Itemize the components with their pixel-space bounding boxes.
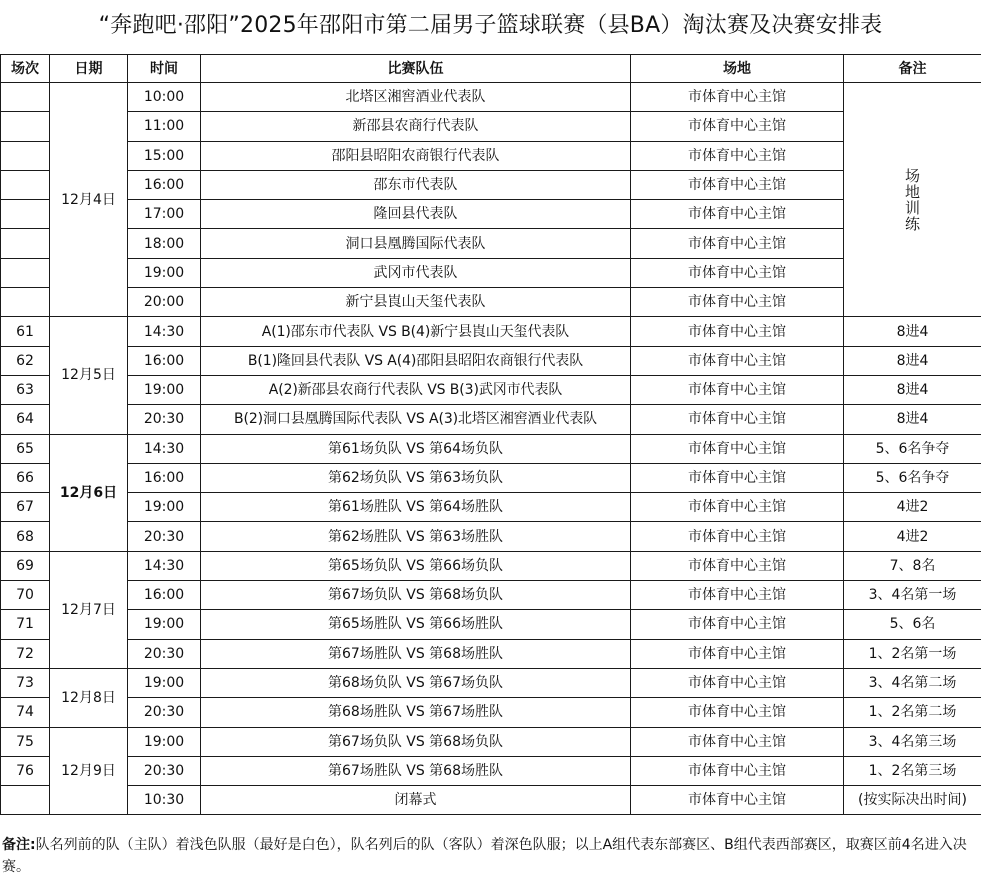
footnote-text: 队名列前的队（主队）着浅色队服（最好是白色），队名列后的队（客队）着深色队服；以上A组代表东部赛区、B组代表西部赛区，取赛区前4名进入决赛。: [2, 837, 967, 875]
venue-cell: 市体育中心主馆: [631, 258, 844, 287]
teams-cell: 第65场胜队 VS 第66场胜队: [201, 610, 631, 639]
time-cell: 20:30: [128, 698, 201, 727]
time-cell: 19:00: [128, 375, 201, 404]
note-cell: 1、2名第一场: [844, 639, 981, 668]
teams-cell: 第62场负队 VS 第63场负队: [201, 463, 631, 492]
page-title: “奔跑吧·邵阳”2025年邵阳市第二届男子篮球联赛（县BA）淘汰赛及决赛安排表: [98, 13, 883, 38]
time-cell: 14:30: [128, 434, 201, 463]
time-cell: 19:00: [128, 727, 201, 756]
header-row: [1, 55, 981, 83]
match-no-cell: 64: [1, 405, 50, 434]
teams-cell: 第61场负队 VS 第64场负队: [201, 434, 631, 463]
table-row: [1, 405, 981, 434]
match-no-cell: [1, 170, 50, 199]
note-cell: 3、4名第一场: [844, 581, 981, 610]
table-row: [1, 610, 981, 639]
note-cell: 8进4: [844, 317, 981, 346]
header-note: 备注: [844, 55, 981, 83]
note-cell: 1、2名第二场: [844, 698, 981, 727]
note-cell: 5、6名争夺: [844, 434, 981, 463]
teams-cell: 武冈市代表队: [201, 258, 631, 287]
time-cell: 20:30: [128, 522, 201, 551]
teams-cell: 隆回县代表队: [201, 200, 631, 229]
venue-cell: 市体育中心主馆: [631, 463, 844, 492]
venue-cell: 市体育中心主馆: [631, 434, 844, 463]
note-char: 训: [904, 198, 920, 217]
venue-cell: 市体育中心主馆: [631, 581, 844, 610]
venue-cell: 市体育中心主馆: [631, 756, 844, 785]
venue-cell: 市体育中心主馆: [631, 200, 844, 229]
teams-cell: 新邵县农商行代表队: [201, 112, 631, 141]
venue-cell: 市体育中心主馆: [631, 112, 844, 141]
teams-cell: 第67场负队 VS 第68场负队: [201, 581, 631, 610]
date-cell: 12月6日: [50, 434, 128, 551]
teams-cell: 第62场胜队 VS 第63场胜队: [201, 522, 631, 551]
table-row: [1, 698, 981, 727]
note-cell: 5、6名争夺: [844, 463, 981, 492]
venue-cell: 市体育中心主馆: [631, 668, 844, 697]
table-row: [1, 522, 981, 551]
date-cell: 12月4日: [50, 83, 128, 317]
venue-cell: 市体育中心主馆: [631, 141, 844, 170]
teams-cell: 第68场胜队 VS 第67场胜队: [201, 698, 631, 727]
table-row: [1, 229, 981, 258]
date-cell: 12月8日: [50, 668, 128, 727]
venue-cell: 市体育中心主馆: [631, 346, 844, 375]
match-no-cell: 73: [1, 668, 50, 697]
schedule-table: [0, 54, 981, 815]
venue-cell: 市体育中心主馆: [631, 639, 844, 668]
match-no-cell: 65: [1, 434, 50, 463]
venue-cell: 市体育中心主馆: [631, 610, 844, 639]
match-no-cell: 75: [1, 727, 50, 756]
footnote: [2, 834, 978, 878]
note-cell: 1、2名第三场: [844, 756, 981, 785]
note-cell: 8进4: [844, 405, 981, 434]
teams-cell: 第65场负队 VS 第66场负队: [201, 551, 631, 580]
training-note-cell: [844, 83, 981, 317]
header-date: 日期: [50, 55, 128, 83]
time-cell: 16:00: [128, 346, 201, 375]
date-cell: 12月7日: [50, 551, 128, 668]
table-row: [1, 581, 981, 610]
teams-cell: 邵阳县昭阳农商银行代表队: [201, 141, 631, 170]
note-cell: 4进2: [844, 522, 981, 551]
time-cell: 17:00: [128, 200, 201, 229]
match-no-cell: 72: [1, 639, 50, 668]
table-row: [1, 434, 981, 463]
match-no-cell: 69: [1, 551, 50, 580]
match-no-cell: [1, 258, 50, 287]
teams-cell: B(1)隆回县代表队 VS A(4)邵阳县昭阳农商银行代表队: [201, 346, 631, 375]
match-no-cell: 74: [1, 698, 50, 727]
match-no-cell: 71: [1, 610, 50, 639]
table-row: [1, 83, 981, 112]
time-cell: 11:00: [128, 112, 201, 141]
venue-cell: 市体育中心主馆: [631, 229, 844, 258]
match-no-cell: [1, 141, 50, 170]
table-row: [1, 200, 981, 229]
match-no-cell: [1, 83, 50, 112]
match-no-cell: [1, 786, 50, 815]
match-no-cell: [1, 229, 50, 258]
time-cell: 16:00: [128, 581, 201, 610]
time-cell: 19:00: [128, 493, 201, 522]
table-row: [1, 668, 981, 697]
match-no-cell: 76: [1, 756, 50, 785]
match-no-cell: 62: [1, 346, 50, 375]
table-row: [1, 258, 981, 287]
time-cell: 19:00: [128, 610, 201, 639]
match-no-cell: 66: [1, 463, 50, 492]
note-cell: 3、4名第二场: [844, 668, 981, 697]
teams-cell: 新宁县崀山天玺代表队: [201, 288, 631, 317]
teams-cell: A(1)邵东市代表队 VS B(4)新宁县崀山天玺代表队: [201, 317, 631, 346]
teams-cell: 第67场胜队 VS 第68场胜队: [201, 639, 631, 668]
time-cell: 18:00: [128, 229, 201, 258]
note-char: 场: [904, 166, 920, 185]
teams-cell: 第67场胜队 VS 第68场胜队: [201, 756, 631, 785]
table-row: [1, 493, 981, 522]
match-no-cell: 70: [1, 581, 50, 610]
teams-cell: 第67场负队 VS 第68场负队: [201, 727, 631, 756]
time-cell: 14:30: [128, 317, 201, 346]
table-row: [1, 346, 981, 375]
table-row: [1, 786, 981, 815]
match-no-cell: 61: [1, 317, 50, 346]
venue-cell: 市体育中心主馆: [631, 522, 844, 551]
time-cell: 16:00: [128, 463, 201, 492]
venue-cell: 市体育中心主馆: [631, 83, 844, 112]
time-cell: 16:00: [128, 170, 201, 199]
header-teams: 比赛队伍: [201, 55, 631, 83]
venue-cell: 市体育中心主馆: [631, 317, 844, 346]
venue-cell: 市体育中心主馆: [631, 698, 844, 727]
table-row: [1, 375, 981, 404]
footnote-label: 备注:: [2, 837, 36, 853]
time-cell: 19:00: [128, 258, 201, 287]
match-no-cell: [1, 288, 50, 317]
teams-cell: 洞口县凰腾国际代表队: [201, 229, 631, 258]
time-cell: 14:30: [128, 551, 201, 580]
time-cell: 10:30: [128, 786, 201, 815]
time-cell: 20:30: [128, 756, 201, 785]
match-no-cell: [1, 200, 50, 229]
teams-cell: B(2)洞口县凰腾国际代表队 VS A(3)北塔区湘窖酒业代表队: [201, 405, 631, 434]
venue-cell: 市体育中心主馆: [631, 786, 844, 815]
match-no-cell: 63: [1, 375, 50, 404]
note-char: 练: [904, 214, 920, 233]
table-row: [1, 551, 981, 580]
table-row: [1, 112, 981, 141]
date-cell: 12月5日: [50, 317, 128, 434]
header-time: 时间: [128, 55, 201, 83]
time-cell: 19:00: [128, 668, 201, 697]
time-cell: 15:00: [128, 141, 201, 170]
teams-cell: 第61场胜队 VS 第64场胜队: [201, 493, 631, 522]
note-cell: 5、6名: [844, 610, 981, 639]
venue-cell: 市体育中心主馆: [631, 493, 844, 522]
teams-cell: A(2)新邵县农商行代表队 VS B(3)武冈市代表队: [201, 375, 631, 404]
time-cell: 20:30: [128, 405, 201, 434]
table-row: [1, 463, 981, 492]
note-cell: 7、8名: [844, 551, 981, 580]
table-row: [1, 756, 981, 785]
venue-cell: 市体育中心主馆: [631, 170, 844, 199]
teams-cell: 邵东市代表队: [201, 170, 631, 199]
note-char: 地: [904, 182, 920, 201]
venue-cell: 市体育中心主馆: [631, 375, 844, 404]
time-cell: 20:00: [128, 288, 201, 317]
header-venue: 场地: [631, 55, 844, 83]
time-cell: 20:30: [128, 639, 201, 668]
venue-cell: 市体育中心主馆: [631, 405, 844, 434]
table-row: [1, 639, 981, 668]
time-cell: 10:00: [128, 83, 201, 112]
table-row: [1, 288, 981, 317]
match-no-cell: 67: [1, 493, 50, 522]
table-row: [1, 727, 981, 756]
venue-cell: 市体育中心主馆: [631, 727, 844, 756]
teams-cell: 第68场负队 VS 第67场负队: [201, 668, 631, 697]
note-cell: 3、4名第三场: [844, 727, 981, 756]
teams-cell: 闭幕式: [201, 786, 631, 815]
match-no-cell: 68: [1, 522, 50, 551]
table-row: [1, 141, 981, 170]
table-row: [1, 170, 981, 199]
note-cell: 8进4: [844, 346, 981, 375]
note-cell: (按实际决出时间): [844, 786, 981, 815]
note-cell: 4进2: [844, 493, 981, 522]
teams-cell: 北塔区湘窖酒业代表队: [201, 83, 631, 112]
date-cell: 12月9日: [50, 727, 128, 815]
table-row: [1, 317, 981, 346]
note-cell: 8进4: [844, 375, 981, 404]
header-match-no: 场次: [1, 55, 50, 83]
match-no-cell: [1, 112, 50, 141]
venue-cell: 市体育中心主馆: [631, 288, 844, 317]
venue-cell: 市体育中心主馆: [631, 551, 844, 580]
